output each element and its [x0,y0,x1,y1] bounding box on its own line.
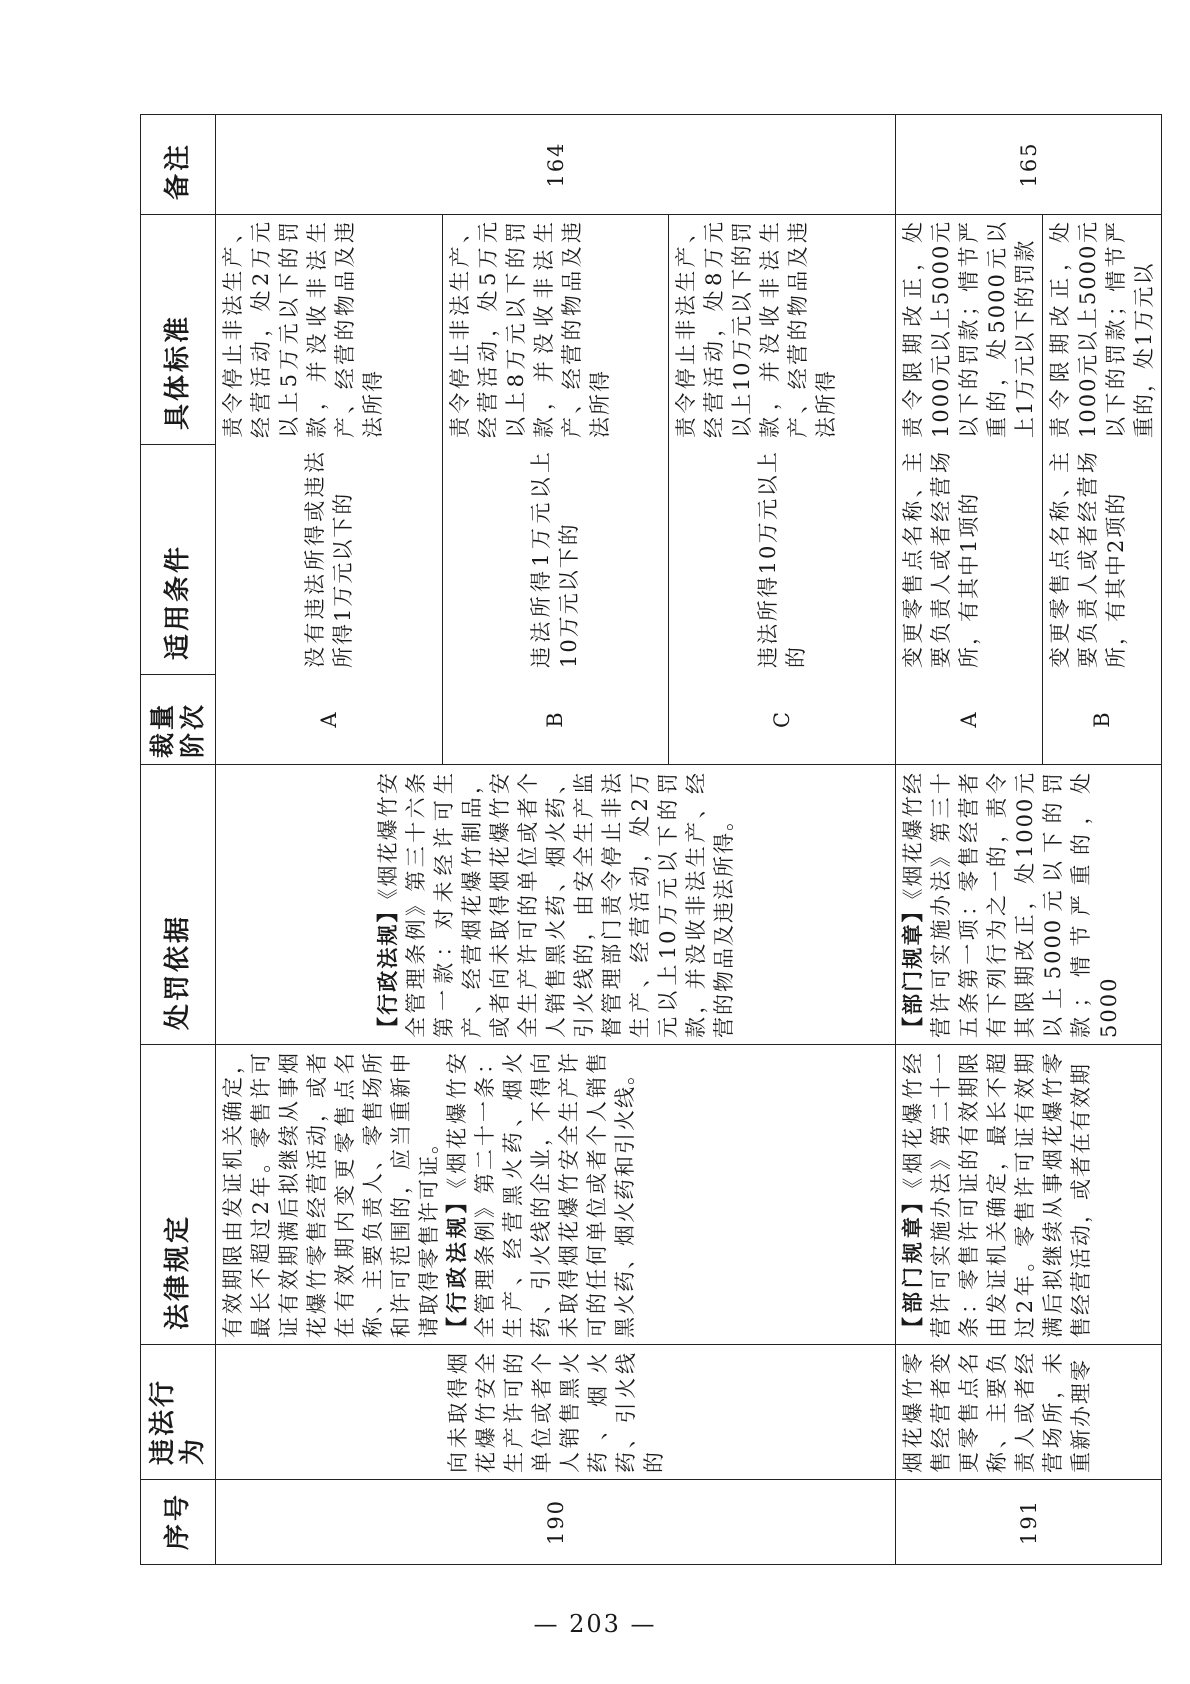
row-191-cond-b: 变更零售点名称、主要负责人或者经营场所，有其中2项的 [1043,444,1162,674]
header-note: 备注 [141,115,216,215]
row-190-std-a: 责令停止非法生产、经营活动，处2万元以上5万元以下的罚款，并没收非法生产、经营的物品及违法所得 [221,220,385,438]
row-190-cond-a: 没有违法所得或违法所得1万元以下的 [302,450,355,668]
row-190-level-b: B [442,674,669,764]
row-190-act-text: 向未取得烟花爆竹安全生产许可的单位或者个人销售黑火药、烟火药、引火线的 [445,1351,666,1473]
row-191-std-a: 责令限期改正，处1000元以上5000元以下的罚款；情节严重的，处5000元以上1万元以下的罚款 [901,220,1037,438]
row-190-law [216,1045,896,1345]
row-191-level-a: A [957,710,981,728]
header-std: 具体标准 [141,215,216,445]
row-191-level-table [896,214,1161,764]
row-190-cond-b: 违法所得1万元以上10万元以下的 [442,444,669,674]
penalty-table [140,114,1162,1565]
row-191-basis [896,765,1162,1045]
header-act: 违法行为 [141,1345,216,1480]
row-191-act: 烟花爆竹零售经营者变更零售点名称、主要负责人或者经营场所，未重新办理零 [896,1345,1162,1480]
level-row [216,214,442,764]
row-191-std-b: 责令限期改正，处1000元以上5000元以下的罚款；情节严重的，处1万元以 [1043,214,1162,444]
row-190-std-c: 责令停止非法生产、经营活动，处8万元以上10万元以下的罚款，并没收非法生产、经营的物品及违法所得 [669,214,895,444]
row-190-basis [216,765,896,1045]
row-190-cond-c: 违法所得10万元以上的 [669,444,895,674]
level-row [669,214,895,764]
row-190-law-tag: 【行政法规】 [444,1188,469,1338]
level-row [896,214,1043,764]
row-191-law-tag: 【部门规章】 [900,1188,925,1338]
level-row [442,214,669,764]
table-header-row [141,115,216,1565]
row-190-law-p1: 有效期限由发证机关确定，最长不超过2年。零售许可证有效期满后拟继续从事烟花爆竹零售经营活动，或者在有效期内变更零售点名称、主要负责人、零售场所和许可范围的，应当重新申请取得零售许可证。 [221,1051,441,1338]
row-191-note: 165 [896,115,1162,215]
row-190-note: 164 [216,115,896,215]
row-190-level-a: A [316,710,341,728]
row-191-basis-text: 《烟花爆竹经营许可实施办法》第三十五条第一项：零售经营者有下列行为之一的，责令其限期改正，处1000元以上5000元以下的罚款；情节严重的，处5000 [901,770,1121,1038]
page-number: — 203 — [533,1610,657,1638]
row-190-std-b: 责令停止非法生产、经营活动，处5万元以上8万元以下的罚款，并没收非法生产、经营的物品及违法所得 [442,214,669,444]
row-190-level-table [216,214,895,764]
row-190-act [216,1345,896,1480]
row-190-level-c: C [669,674,895,764]
header-level: 裁量阶次 [141,675,216,765]
row-190-basis-tag: 【行政法规】 [374,899,400,1038]
table-row [896,115,1162,1565]
row-191-law-text: 《烟花爆竹经营许可实施办法》第二十一条：零售许可证的有效期限由发证机关确定，最长不超过2年。零售许可证有效期满后拟继续从事烟花爆竹零售经营活动，或者在有效期 [901,1050,1093,1338]
level-row [1043,214,1162,764]
header-basis: 处罚依据 [141,765,216,1045]
row-191-levels [896,215,1162,765]
header-cond: 适用条件 [141,445,216,675]
row-190-seq: 190 [216,1480,896,1565]
row-191-seq: 191 [896,1480,1162,1565]
header-seq: 序号 [141,1480,216,1565]
row-191-cond-a: 变更零售点名称、主要负责人或者经营场所，有其中1项的 [901,450,981,668]
row-190-basis-text: 《烟花爆竹安全管理条例》第三十六条第一款：对未经许可生产、经营烟花爆竹制品，或者向未取得烟花爆竹安全生产许可的单位或者个人销售黑火药、烟火药、引火线的，由安全生产监督管理部门责令停止非法生产、经营活动，处2万元以上10万元以下的罚款，并没收非法生产、经营的物品及违法所得。 [375,770,736,1038]
row-191-basis-tag: 【部门规章】 [900,899,925,1038]
row-190-law-p2: 《烟花爆竹安全管理条例》第二十一条：生产、经营黑火药、烟火药、引火线的企业，不得向未取得烟花爆竹安全生产许可的任何单位或者个人销售黑火药、烟火药和引火线。 [445,1050,637,1338]
row-190-levels [216,215,896,765]
header-law: 法律规定 [141,1045,216,1345]
row-191-law [896,1045,1162,1345]
rotated-table-container [140,115,1156,1565]
row-191-level-b: B [1043,674,1162,764]
table-row [216,115,896,1565]
